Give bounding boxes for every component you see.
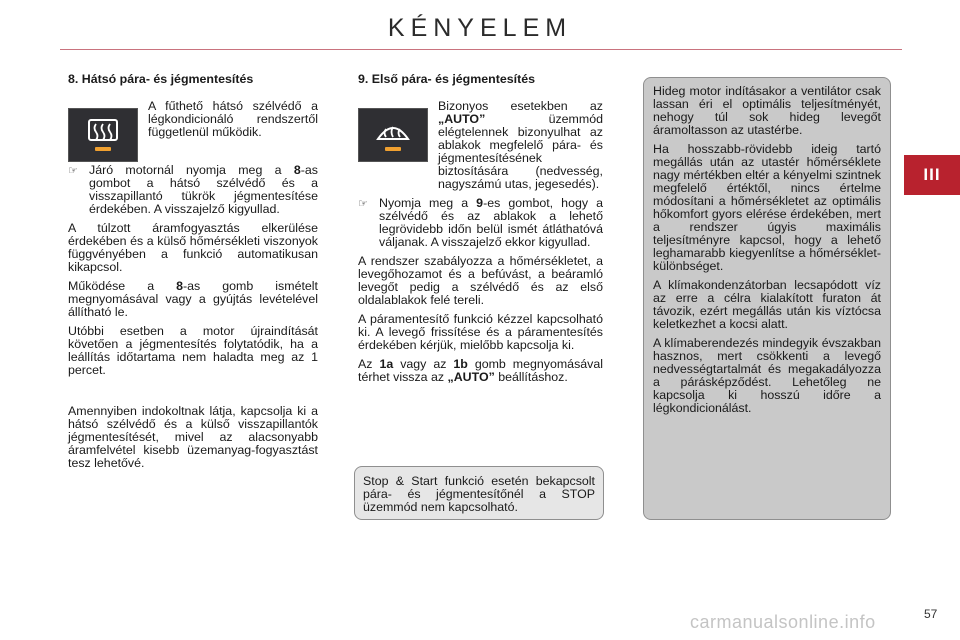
stop-start-note	[354, 466, 604, 520]
section-9-p1: A rendszer szabályozza a hőmérsékletet, a levegőhozamot és a befúvást, a beáramló levegőt pedig a szélvédő és az első oldalablakok felé tereli.	[358, 254, 603, 307]
section-8-bullet-text: Járó motornál nyomja meg a 8-as gombot a hátsó szélvédő és a visszapillantó tükrök jégmentesítése érdekében. A visszajelző kigyullad.	[89, 163, 318, 216]
title-divider	[60, 49, 902, 50]
sidebar-p2: Ha hosszabb-rövidebb ideig tartó megállás után az utastér hőmérséklete nagy mértékben eltér a kényelmi szintnek megfelelő értéktől, nincs értelme módosítani a hőmérsékletet az optimális hőkomfort gyors elérése érdekében, mert a rendszer úgyis maximális teljesítményre kapcsol, hogy a lehető leghamarabb kiegyenlítse a hőmérséklet-különbséget.	[653, 142, 881, 273]
section-9-heading: 9. Első pára- és jégmentesítés	[358, 72, 535, 86]
section-8-bullet	[68, 164, 318, 216]
section-8-heading: 8. Hátsó pára- és jégmentesítés	[68, 72, 254, 86]
watermark: carmanualsonline.info	[690, 612, 876, 632]
section-8-intro: A fűthető hátsó szélvédő a légkondicionáló rendszertől függetlenül működik.	[148, 99, 318, 139]
sidebar-p1: Hideg motor indításakor a ventilátor csak lassan éri el optimális teljesítményét, nehogy túl sok hideg levegőt áramoltasson az utastérbe.	[653, 84, 881, 137]
rear-defrost-button	[68, 108, 138, 162]
section-9-p3: Az 1a vagy az 1b gomb megnyomásával térhet vissza az „AUTO” beállításhoz.	[358, 357, 604, 384]
section-9-p2: A páramentesítő funkció kézzel kapcsolható ki. A levegő frissítése és a páramentesítés érdekében kérjük, mielőbb kapcsolja ki.	[358, 312, 603, 352]
indicator-light	[385, 147, 401, 151]
front-defrost-icon	[372, 115, 414, 155]
section-9-intro: Bizonyos esetekben az „AUTO” üzemmód elégtelennek bizonyulhat az ablakok megfelelő pára- és jégmentesítésének biztosítására (nedvesség, nagyszámú utas, jegesedés).	[438, 99, 603, 191]
hand-pointer-icon: ☞	[358, 198, 368, 210]
sidebar-p3: A klímakondenzátorban lecsapódott víz az erre a célra kialakított furaton át távozik, ezért megállás után kis víztócsa keletkezhet a kocsi alatt.	[653, 278, 881, 331]
section-8-p4: Amennyiben indokoltnak látja, kapcsolja ki a hátsó szélvédő és a külső visszapillantók jégmentesítését, mivel az alacsonyabb áramfelvétel kisebb üzemanyag-fogyasztást tesz lehetővé.	[68, 404, 318, 470]
section-9	[358, 73, 603, 390]
page-title: KÉNYELEM	[387, 14, 573, 42]
indicator-light	[95, 147, 111, 151]
sidebar-p4: A klímaberendezés mindegyik évszakban hasznos, mert csökkenti a levegő nedvességtartalmát és megakadályozza a párásképződést. Lehetőleg ne kapcsolja ki hosszú időre a légkondicionálást.	[653, 336, 881, 415]
section-9-bullet-text: Nyomja meg a 9-es gombot, hogy a szélvédő és az ablakok a lehető legrövidebb időn belül ismét átláthatóvá váljanak. A visszajelző ekkor kigyullad.	[379, 196, 603, 249]
section-8-p1: A túlzott áramfogyasztás elkerülése érdekében és a külső hőmérsékleti viszonyok függvényében a funkció automatikusan kikapcsol.	[68, 221, 318, 274]
hand-pointer-icon: ☞	[68, 165, 78, 177]
front-defrost-button	[358, 108, 428, 162]
section-8	[68, 73, 318, 476]
section-8-p3: Utóbbi esetben a motor újraindítását követően a jégmentesítés folytatódik, ha a leállítás időtartama nem haladta meg az 1 percet.	[68, 324, 318, 377]
info-sidebar	[643, 77, 891, 520]
section-9-bullet	[358, 197, 603, 249]
rear-defrost-icon	[82, 115, 124, 155]
page-number: 57	[924, 607, 938, 621]
chapter-tab: III	[904, 155, 960, 195]
stop-start-note-text: Stop & Start funkció esetén bekapcsolt pára- és jégmentesítőnél a STOP üzemmód nem kapcsolható.	[363, 474, 595, 514]
section-8-p2: Működése a 8-as gomb ismételt megnyomásával vagy a gyújtás levételével állítható le.	[68, 279, 318, 319]
